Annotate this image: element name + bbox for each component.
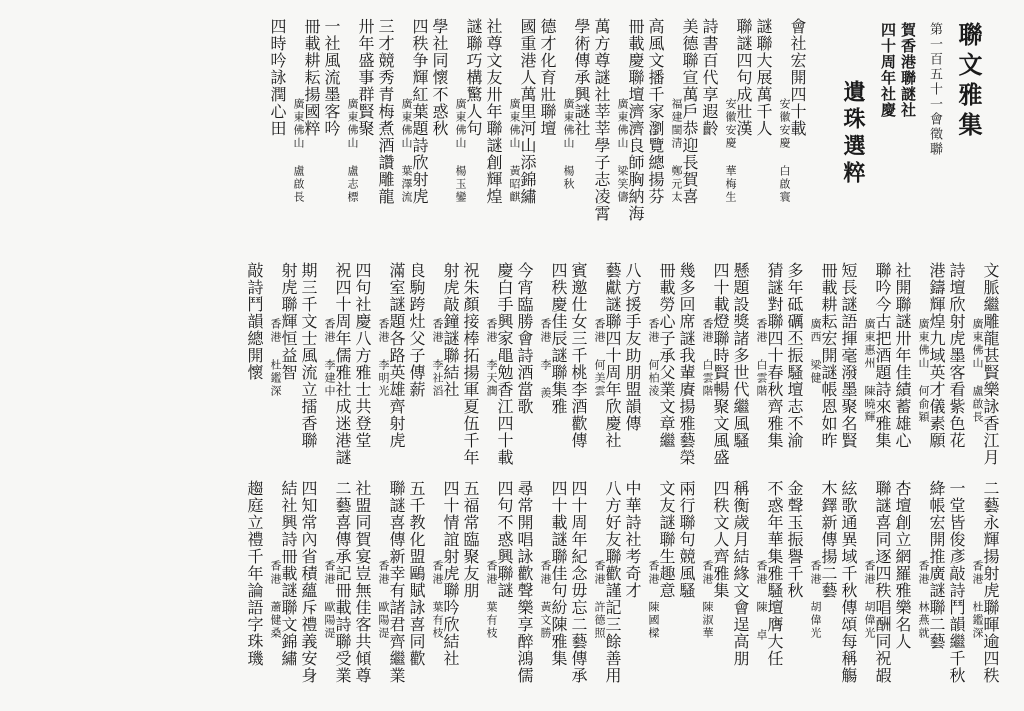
couplet-line-2: 四十周年紀念毋忘二藝傳承 <box>569 480 588 684</box>
couplet-line-1: 國重港人萬里河山添錦繡 <box>518 18 537 205</box>
couplet-line-1: 二藝喜傳承記冊載詩聯受業 <box>333 480 352 684</box>
couplet-line-2: 三才競秀青梅煮酒讚雕龍 <box>376 18 395 205</box>
couplet-line-2: 高風文播千家瀏覽總揚芬 <box>646 18 665 205</box>
couplet-author: 香港 白雲階 <box>701 318 714 398</box>
couplet-line-2: 懸題設獎諸多世代繼風騷 <box>731 262 750 449</box>
couplet-line-1: 港鑄輝煌九域英才儀素願 <box>927 262 946 449</box>
couplet-author: 廣東佛山 梁笑儔 <box>616 98 629 204</box>
couplet-line-2: 杏壇創立網羅雅樂名人 <box>893 480 912 650</box>
couplet-author: 安徽安慶 白啟寰 <box>778 98 791 204</box>
couplet-line-1: 絳帳宏開推廣謎聯二藝 <box>927 480 946 650</box>
couplet-line-1: 學術傳承興謎社 <box>572 18 591 137</box>
couplet-author: 廣西 梁健 <box>809 318 822 385</box>
couplet-author: 廣東佛山 盧志標 <box>346 98 359 204</box>
couplet-line-1: 卅年盛事群賢聚 <box>356 18 375 137</box>
couplet-line-1: 八方好友聯歡謹記三餘善用 <box>603 480 622 684</box>
couplet-line-2: 絃歌通異域千秋傳頌每稱觴 <box>839 480 858 684</box>
couplet-line-2: 期三千文士風流立擂香聯 <box>299 262 318 449</box>
header-org: 賀香港聯謎社 <box>899 22 917 118</box>
couplet-line-1: 謎聯巧構驚人句 <box>464 18 483 137</box>
couplet-line-1: 四秩文人齊雅集 <box>711 480 730 599</box>
couplet-line-1: 會社宏開四十載 <box>788 18 807 137</box>
couplet-author: 廣東佛山 楊秋 <box>562 98 575 191</box>
couplet-line-2: 四時吟詠潤心田 <box>268 18 287 137</box>
couplet-line-1: 四十情誼射虎聯吟欣結社 <box>441 480 460 667</box>
couplet-author: 香港 何柏淩 <box>647 318 660 398</box>
couplet-line-1: 射虎聯輝恒益智 <box>279 262 298 381</box>
couplet-line-2: 祝朱顏接棒拓揚軍夏伍千年 <box>461 262 480 466</box>
couplet-line-2: 金聲玉振譽千秋 <box>785 480 804 599</box>
couplet-line-2: 短長謎語揮毫潑墨聚名賢 <box>839 262 858 449</box>
couplet-line-2: 趨庭立禮千年論語字珠璣 <box>245 480 264 667</box>
couplet-line-2: 一社風流墨客吟 <box>322 18 341 137</box>
couplet-line-2: 多年砥礪丕振騷壇志不渝 <box>785 262 804 449</box>
couplet-line-2: 一堂皆俊彥敲詩鬥韻繼千秋 <box>947 480 966 684</box>
couplet-line-1: 四十載燈聯時賢暢聚文風盛 <box>711 262 730 466</box>
couplet-line-1: 猜謎對聯四十春秋齊雅集 <box>765 262 784 449</box>
couplet-author: 香港 李社滔 <box>431 318 444 398</box>
couplet-line-1: 聯謎喜傳新幸有諸君齊繼業 <box>387 480 406 684</box>
couplet-line-1: 結社興詩冊載謎聯文錦繡 <box>279 480 298 667</box>
couplet-line-1: 木鐸新傳揚二藝 <box>819 480 838 599</box>
couplet-author: 香港 陳 卓 <box>755 560 768 642</box>
couplet-author: 香港 杜鑑深 <box>269 318 282 398</box>
couplet-author: 香港 歐陽湜 <box>323 560 336 640</box>
couplet-line-1: 聯吟今古把酒題詩來雅集 <box>873 262 892 449</box>
couplet-line-2: 萬方尊謎社莘莘學子志凌霄 <box>592 18 611 222</box>
couplet-line-2: 學社同懷不惑秋 <box>430 18 449 137</box>
couplet-author: 福建閩清 鄭元太 <box>670 98 683 204</box>
couplet-author: 香港 蕭健桑 <box>269 560 282 640</box>
couplet-author: 廣東佛山 何俞穎 <box>917 318 930 424</box>
couplet-line-1: 四句不惑興聯謎 <box>495 480 514 599</box>
couplet-line-2: 四句社慶八方雅士共登堂 <box>353 262 372 449</box>
couplet-line-2: 社尊文友卅年聯謎創輝煌 <box>484 18 503 205</box>
couplet-author: 香港 胡偉光 <box>863 560 876 640</box>
couplet-line-2: 今宵臨勝會詩酒當歌 <box>515 262 534 415</box>
couplet-line-1: 文脈繼雕龍甚賢樂詠香江月 <box>981 262 1000 466</box>
couplet-author: 香港 李明光 <box>377 318 390 398</box>
couplet-line-1: 美德聯宣萬戶恭迎長賀喜 <box>680 18 699 205</box>
couplet-line-1: 四秩慶佳辰謎聯集雅 <box>549 262 568 415</box>
couplet-author: 香港 杜鑑深 <box>971 560 984 640</box>
couplet-author: 香港 葉有枝 <box>431 560 444 640</box>
couplet-line-1: 不惑年華集雅騷壇膺大任 <box>765 480 784 667</box>
couplet-line-1: 慶白手興家黽勉香江四十載 <box>495 262 514 466</box>
couplet-line-2: 稱衡歲月結緣文會逞高朋 <box>731 480 750 667</box>
couplet-author: 香港 李天潤 <box>485 318 498 398</box>
couplet-line-2: 兩行聯句競風騷 <box>677 480 696 599</box>
couplet-line-1: 聯謎喜同逐四秩唱酬同祝嘏 <box>873 480 892 684</box>
couplet-line-2: 社盟同賀宴豈無佳客共傾尊 <box>353 480 372 684</box>
couplet-author: 廣東佛山 黃昭麒 <box>508 98 521 204</box>
couplet-line-2: 幾多回席謎我輩賡揚雅藝榮 <box>677 262 696 466</box>
couplet-author: 香港 何美雲 <box>593 318 606 398</box>
couplet-line-2: 詩壇欣射虎墨客看紫色花 <box>947 262 966 449</box>
header-occasion: 四十周年社慶 <box>879 22 897 118</box>
couplet-author: 香港 葉有枝 <box>485 560 498 640</box>
couplet-line-2: 中華詩社考奇才 <box>623 480 642 599</box>
couplet-author: 廣東佛山 楊玉鑾 <box>454 98 467 204</box>
couplet-line-1: 聯謎四句成壯漢 <box>734 18 753 137</box>
couplet-line-1: 四十載謎聯佳句紛陳雅集 <box>549 480 568 667</box>
couplet-author: 香港 林燕就 <box>917 560 930 640</box>
couplet-line-2: 謎聯大展萬千人 <box>754 18 773 137</box>
couplet-author: 廣東佛山 盧啟長 <box>292 98 305 204</box>
couplet-line-1: 祝四十周年儒雅社成迷港謎 <box>333 262 352 466</box>
couplet-line-1: 藝獻謎聯四十周年欣慶社 <box>603 262 622 449</box>
couplet-line-2: 良駒跨灶父子傳薪 <box>407 262 426 398</box>
contest-label: 第一百五十一會徵聯 <box>927 22 942 157</box>
couplet-line-1: 文友謎聯生趣意 <box>657 480 676 599</box>
couplet-author: 香港 黃文勝 <box>539 560 552 640</box>
couplet-line-1: 射虎敲鐘謎聯結社 <box>441 262 460 398</box>
couplet-line-2: 社開聯謎卅年佳績蓄雄心 <box>893 262 912 449</box>
couplet-author: 香港 陳淑華 <box>701 560 714 640</box>
couplet-author: 廣東佛山 盧啟長 <box>971 318 984 424</box>
couplet-line-2: 五福常臨聚友朋 <box>461 480 480 599</box>
couplet-line-2: 四知常內省積蘊斥禮義安身 <box>299 480 318 684</box>
section-title: 遺珠選粹 <box>840 80 866 188</box>
couplet-author: 香港 李建中 <box>323 318 336 398</box>
couplet-line-2: 尋常開唱詠歡聲樂享醉鴻儒 <box>515 480 534 684</box>
couplet-line-2: 八方援手友助朋盟韻傳 <box>623 262 642 432</box>
couplet-line-1: 四秩争輝紅葉題詩欣射虎 <box>410 18 429 205</box>
couplet-author: 廣東惠州 陳曉輝 <box>863 318 876 424</box>
couplet-line-2: 賓邀仕女三千桃李酒歡傳 <box>569 262 588 449</box>
couplet-author: 安徽安慶 華梅生 <box>724 98 737 204</box>
page-title: 聯文雅集 <box>954 22 983 142</box>
couplet-line-2: 詩書百代享遐齡 <box>700 18 719 137</box>
couplet-author: 香港 許德照 <box>593 560 606 640</box>
couplet-author: 香港 陳國樑 <box>647 560 660 640</box>
couplet-author: 香港 李 羨 <box>539 318 552 400</box>
couplet-line-1: 滿室謎題各路英雄齊射虎 <box>387 262 406 449</box>
couplet-author: 廣東佛山 葉澤流 <box>400 98 413 204</box>
couplet-line-1: 冊載耕耘揚國粹 <box>302 18 321 137</box>
couplet-author: 香港 歐陽湜 <box>377 560 390 640</box>
couplet-line-2: 敲詩鬥韻總開懷 <box>245 262 264 381</box>
couplet-line-1: 冊載勞心子承父業文章繼 <box>657 262 676 449</box>
couplet-line-2: 五千教化盟鷗賦詠喜同歡 <box>407 480 426 667</box>
couplet-line-2: 德才化育壯聯壇 <box>538 18 557 137</box>
couplet-line-1: 冊載慶聯壇濟濟良師胸納海 <box>626 18 645 222</box>
couplet-author: 香港 白雲階 <box>755 318 768 398</box>
couplet-author: 香港 胡偉光 <box>809 560 822 640</box>
couplet-line-1: 冊載耕耘宏開謎帳恩如昨 <box>819 262 838 449</box>
couplet-line-1: 二藝永輝揚射虎聯暉逾四秩 <box>981 480 1000 684</box>
